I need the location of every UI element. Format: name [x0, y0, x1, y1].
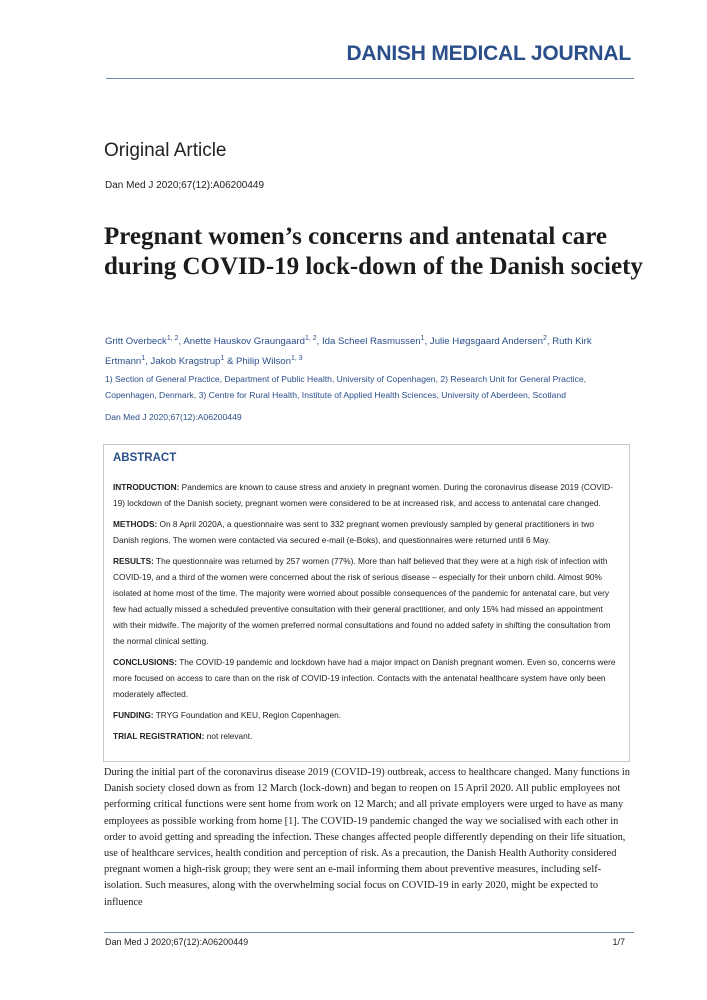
abstract-box — [103, 444, 630, 762]
footer-rule — [104, 932, 634, 933]
author: Anette Hauskov Graungaard$^{1, 2}$, — [183, 335, 322, 348]
author: Ida Scheel Rasmussen$^1$, — [321, 335, 430, 348]
abstract-trial-registration: TRIAL REGISTRATION: not relevant. — [113, 731, 253, 741]
affiliations: 1) Section of General Practice, Department of Public Health, University of Copenhagen, 2) Research Unit for General Practice, Copenhagen, Denmark, 3) Centre for Rural Health, Institute of Applied Health Sciences, University of Aberdeen, Scotland — [105, 374, 587, 400]
abstract-conclusions: CONCLUSIONS: The COVID-19 pandemic and lockdown have had a major impact on Danish pregnant women. Even so, concerns were more focused on access to care than on the risk of COVID-19 infection. Contacts with the antenatal healthcare system have only been moderately affected. — [113, 657, 616, 699]
author-list — [105, 330, 615, 370]
article-type: Original Article — [104, 140, 227, 161]
footer-citation: Dan Med J 2020;67(12):A06200449 — [105, 937, 249, 947]
page-number: 1/7 — [612, 937, 625, 947]
author: Gritt Overbeck$^{1, 2}$, — [105, 335, 184, 348]
author: Philip Wilson$^{1, 3}$ — [236, 355, 303, 368]
abstract-funding: FUNDING: TRYG Foundation and KEU, Region Copenhagen. — [113, 710, 341, 720]
abstract-introduction: INTRODUCTION: Pandemics are known to cause stress and anxiety in pregnant women. During the coronavirus disease 2019 (COVID-19) lockdown of the Danish society, pregnant women were considered to be at increased risk, and access to antenatal care changed. — [113, 482, 613, 508]
citation-repeat: Dan Med J 2020;67(12):A06200449 — [105, 412, 242, 422]
citation-top: Dan Med J 2020;67(12):A06200449 — [105, 180, 265, 191]
author: Julie Høgsgaard Andersen$^2$, — [429, 335, 553, 348]
abstract-heading: ABSTRACT — [113, 452, 177, 464]
abstract-methods: METHODS: On 8 April 2020A, a questionnaire was sent to 332 pregnant women previously sampled by general practitioners in two Danish regions. The women were contacted via secured e-mail (e-Boks), and questionnaires were returned until 6 May. — [113, 519, 595, 545]
author: Jakob Kragstrup$^1$ & — [150, 355, 237, 368]
abstract-results: RESULTS: The questionnaire was returned by 257 women (77%). More than half believed that they were at a high risk of infection with COVID-19, and a third of the women were concerned about the risk of serious disease – especially for their unborn child. Almost 90% isolated at home most of the time. The majority were worried about possible consequences of the pandemic for antenatal care, but very few had actually missed a scheduled preventive consultation with their general practitioner, and only 15% had missed an appointment with their midwife. The majority of the women preferred normal consultations and found no added safety in shifting the consultation from the normal clinical setting. — [113, 556, 611, 646]
body-paragraph: During the initial part of the coronavirus disease 2019 (COVID-19) outbreak, access to healthcare changed. Many functions in Danish society closed down as from 12 March (lock-down) and began to reopen on 15 April 2020. All public employees not performing critical functions were sent home from work on 12 March; and all private employers were urged to have as many employees as possible working from home [1]. The COVID-19 pandemic changed the way we socialised with each other in order to avoid getting and spreading the infection. These changes affected people differently depending on their life situation, use of healthcare services, health condition and perception of risk. As a precaution, the Danish Health Authority considered pregnant women a high-risk group; they were sent an e-mail informing them about preventive measures, including self-isolation. Such measures, along with the overwhelming social focus on COVID-19 in early 2020, might be expected to influence — [104, 767, 631, 908]
journal-name: DANISH MEDICAL JOURNAL — [346, 42, 631, 65]
article-title: Pregnant women’s concerns and antenatal care during COVID-19 lock-down of the Danish society — [104, 223, 643, 280]
author: Ruth Kirk Ertmann$^1$, — [105, 336, 592, 368]
header-rule — [106, 78, 634, 79]
